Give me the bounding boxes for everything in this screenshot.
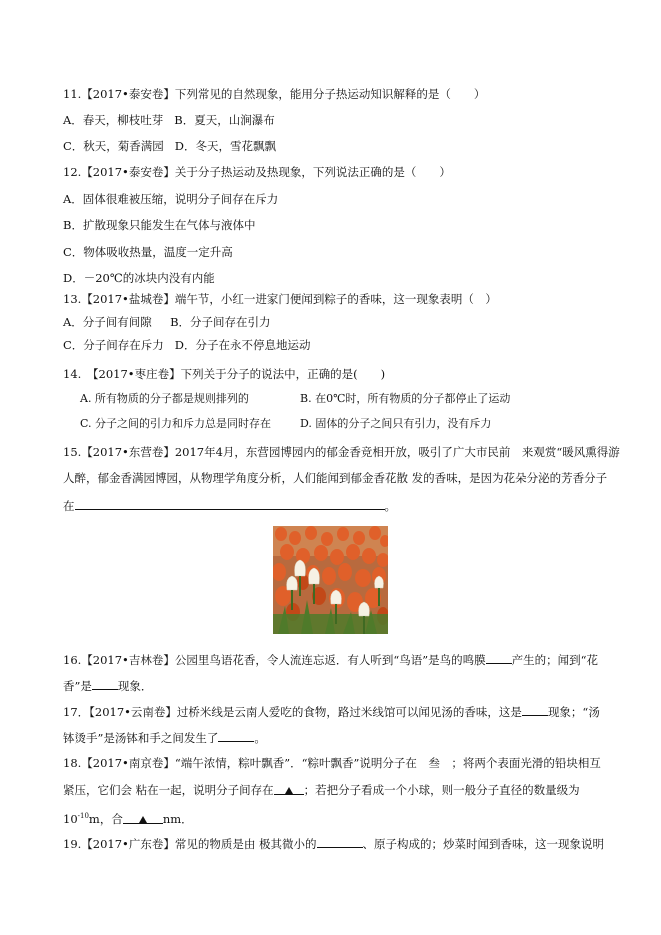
q17-line-2 bbox=[63, 729, 266, 746]
q15-answer-blank[interactable] bbox=[75, 497, 385, 510]
q14-option-d: D. 固体的分子之间只有引力，没有斥力 bbox=[300, 417, 492, 430]
q18-line-3-b: m，合 bbox=[88, 811, 123, 826]
q16-line-1-b: 产生的；闻到“花 bbox=[511, 653, 598, 667]
q12-option-d: D．－20℃的冰块内没有内能 bbox=[63, 271, 215, 285]
q18-line-3-c: nm． bbox=[162, 811, 193, 826]
q11-option-c: C．秋天，菊香满园 bbox=[63, 139, 164, 153]
q14-stem: 14. 【2017•枣庄卷】下列关于分子的说法中，正确的是( ) bbox=[63, 367, 386, 381]
q16-line-1-a: 16.【2017•吉林卷】公园里鸟语花香，令人流连忘返．有人听到“鸟语”是鸟的鸣膜 bbox=[63, 653, 486, 667]
q16-blank-1[interactable] bbox=[486, 651, 512, 664]
q19-line-1-b: 、原子构成的；炒菜时闻到香味，这一现象说明 bbox=[362, 837, 604, 851]
q18-line-3 bbox=[63, 808, 193, 827]
q14-option-c: C. 分子之间的引力和斥力总是同时存在 bbox=[80, 417, 272, 430]
q13-options-ab bbox=[63, 314, 271, 330]
q11-option-a: A．春天，柳枝吐芽 bbox=[63, 113, 164, 127]
q17-line-2-b: 。 bbox=[254, 731, 266, 745]
q11-stem: 11.【2017•泰安卷】下列常见的自然现象，能用分子热运动知识解释的是（ ） bbox=[63, 87, 486, 101]
q15-line-3-start: 在 bbox=[63, 499, 75, 513]
triangle-marker-icon bbox=[139, 816, 147, 823]
q17-line-1 bbox=[63, 703, 600, 720]
q16-blank-2[interactable] bbox=[92, 677, 118, 690]
q13-option-c: C．分子间存在斥力 bbox=[63, 338, 164, 352]
tulip-field-image bbox=[273, 526, 388, 634]
q19-line-1-a: 19.【2017•广东卷】常见的物质是由 极其微小的 bbox=[63, 837, 317, 851]
q16-line-1 bbox=[63, 651, 598, 668]
q11-option-d: D．冬天，雪花飘飘 bbox=[174, 139, 277, 153]
q15-line-2: 人醉，郁金香满园博园，从物理学角度分析，人们能闻到郁金香花散 发的香味，是因为花朵分泌的芳香分子 bbox=[63, 471, 608, 485]
q17-line-2-a: 钵烫手”是汤钵和手之间发生了 bbox=[63, 731, 219, 745]
q15-line-3 bbox=[63, 497, 396, 514]
q13-stem: 13.【2017•盐城卷】端午节，小红一进家门便闻到粽子的香味，这一现象表明（ ） bbox=[63, 292, 497, 306]
q11-options-cd bbox=[63, 138, 276, 154]
q16-line-2-a: 香”是 bbox=[63, 679, 92, 693]
q13-option-a: A．分子间有间隙 bbox=[63, 315, 152, 329]
q13-option-b: B．分子间存在引力 bbox=[170, 315, 271, 329]
q12-option-c: C．物体吸收热量，温度一定升高 bbox=[63, 245, 233, 259]
q16-line-2-b: 现象． bbox=[117, 679, 153, 693]
triangle-marker-icon bbox=[285, 787, 293, 794]
q17-line-1-a: 17．【2017•云南卷】过桥米线是云南人爱吃的食物，路过米线馆可以闻见汤的香味，这是 bbox=[63, 705, 522, 719]
q18-blank-1[interactable] bbox=[274, 782, 304, 795]
q17-blank-1[interactable] bbox=[522, 703, 548, 716]
q14-option-b: B. 在0℃时，所有物质的分子都停止了运动 bbox=[300, 392, 511, 405]
q18-line-3-a: 10 bbox=[63, 811, 78, 826]
q17-blank-2[interactable] bbox=[218, 729, 254, 742]
q12-stem: 12.【2017•泰安卷】关于分子热运动及热现象，下列说法正确的是（ ） bbox=[63, 165, 451, 179]
q18-line-2-a: 紧压，它们会 粘在一起，说明分子间存在 bbox=[63, 783, 274, 797]
q13-option-d: D．分子在永不停息地运动 bbox=[174, 338, 311, 352]
q19-blank-1[interactable] bbox=[317, 835, 363, 848]
q17-line-1-b: 现象；“汤 bbox=[547, 705, 600, 719]
q18-line-2 bbox=[63, 782, 580, 798]
q18-exponent: -10 bbox=[77, 812, 89, 820]
q12-option-a: A．固体很难被压缩，说明分子间存在斥力 bbox=[63, 192, 279, 206]
q19-line-1 bbox=[63, 835, 604, 852]
q18-line-2-b: ；若把分子看成一个小球，则一般分子直径的数量级为 bbox=[303, 783, 580, 797]
q13-options-cd bbox=[63, 337, 311, 353]
q15-line-3-end: 。 bbox=[384, 499, 396, 513]
q15-line-1: 15.【2017•东营卷】2017年4月，东营园博园内的郁金香竞相开放，吸引了广大市民前 来观赏“暖风熏得游 bbox=[63, 445, 620, 459]
q12-option-b: B．扩散现象只能发生在气体与液体中 bbox=[63, 218, 256, 232]
q16-line-2 bbox=[63, 677, 152, 694]
q11-option-b: B．夏天，山涧瀑布 bbox=[174, 113, 275, 127]
q18-line-1: 18.【2017•南京卷】“端午浓情，粽叶飘香”．“粽叶飘香”说明分子在 叁 ；将两个表面光滑的铅块相互 bbox=[63, 756, 601, 770]
tulip-photo bbox=[273, 526, 388, 634]
q11-options-ab bbox=[63, 112, 275, 128]
q18-blank-2[interactable] bbox=[123, 811, 163, 824]
q14-option-a: A. 所有物质的分子都是规则排列的 bbox=[80, 392, 249, 405]
